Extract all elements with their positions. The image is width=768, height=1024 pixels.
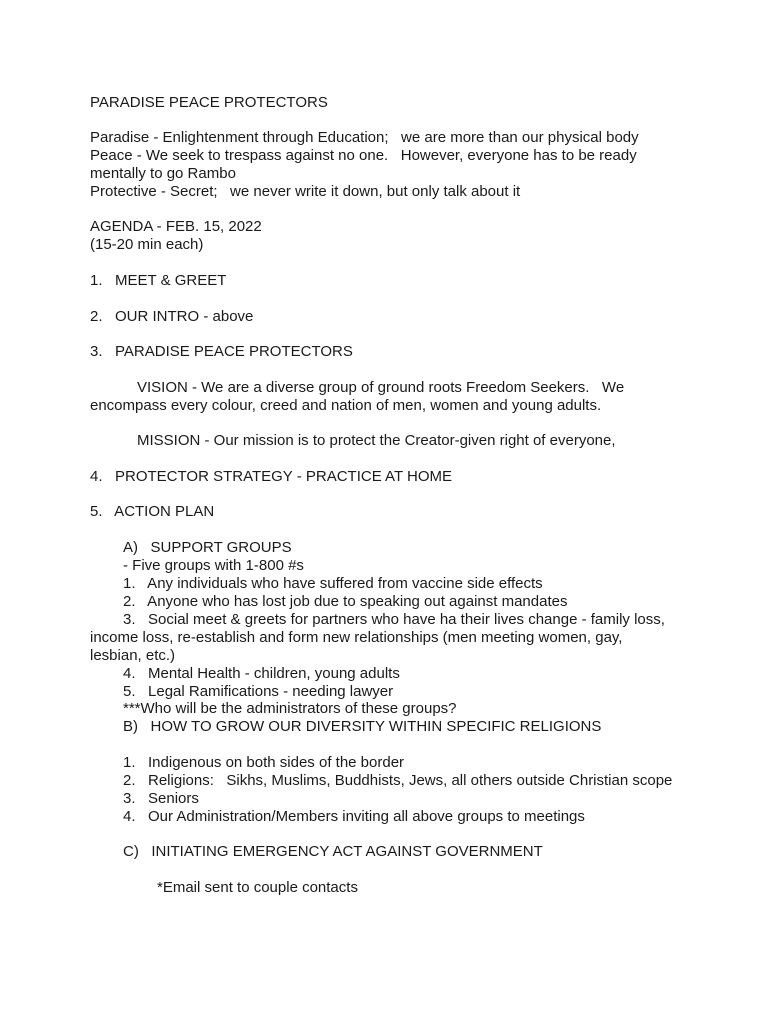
vision-line2: encompass every colour, creed and nation of men, women and young adults. [90, 397, 602, 414]
emergency-heading: C) INITIATING EMERGENCY ACT AGAINST GOVERNMENT [123, 843, 543, 860]
diversity-item: 4. Our Administration/Members inviting all above groups to meetings [123, 808, 585, 825]
diversity-item: 3. Seniors [123, 790, 199, 807]
support-group-item-continued: income loss, re-establish and form new relationships (men meeting women, gay, [90, 629, 623, 646]
support-group-item-continued: lesbian, etc.) [90, 647, 176, 664]
support-group-item: 1. Any individuals who have suffered from vaccine side effects [123, 575, 543, 592]
mission-text: MISSION - Our mission is to protect the Creator-given right of everyone, [137, 432, 616, 449]
support-group-item: 5. Legal Ramifications - needing lawyer [123, 683, 394, 700]
intro-peace-line1: Peace - We seek to trespass against no one. However, everyone has to be ready [90, 147, 637, 164]
agenda-duration: (15-20 min each) [90, 236, 204, 253]
diversity-heading: B) HOW TO GROW OUR DIVERSITY WITHIN SPECIFIC RELIGIONS [123, 718, 602, 735]
agenda-item-1: 1. MEET & GREET [90, 272, 227, 289]
support-groups-heading: A) SUPPORT GROUPS [123, 539, 292, 556]
vision-line1: VISION - We are a diverse group of ground roots Freedom Seekers. We [137, 379, 625, 396]
agenda-heading: AGENDA - FEB. 15, 2022 [90, 218, 262, 235]
intro-protective: Protective - Secret; we never write it down, but only talk about it [90, 183, 521, 200]
intro-peace-line2: mentally to go Rambo [90, 165, 236, 182]
intro-paradise: Paradise - Enlightenment through Education; we are more than our physical body [90, 129, 639, 146]
support-group-item: 4. Mental Health - children, young adults [123, 665, 400, 682]
support-group-item: 2. Anyone who has lost job due to speaking out against mandates [123, 593, 568, 610]
support-group-item: 3. Social meet & greets for partners who have ha their lives change - family loss, [123, 611, 665, 628]
agenda-item-5: 5. ACTION PLAN [90, 503, 215, 520]
support-groups-note: - Five groups with 1-800 #s [123, 557, 304, 574]
emergency-note: *Email sent to couple contacts [157, 879, 358, 896]
document-title: PARADISE PEACE PROTECTORS [90, 94, 328, 111]
diversity-item: 1. Indigenous on both sides of the border [123, 754, 405, 771]
agenda-item-3: 3. PARADISE PEACE PROTECTORS [90, 343, 353, 360]
agenda-item-4: 4. PROTECTOR STRATEGY - PRACTICE AT HOME [90, 468, 452, 485]
diversity-item: 2. Religions: Sikhs, Muslims, Buddhists, Jews, all others outside Christian scope [123, 772, 673, 789]
agenda-item-2: 2. OUR INTRO - above [90, 308, 254, 325]
support-groups-question: ***Who will be the administrators of these groups? [123, 700, 457, 717]
